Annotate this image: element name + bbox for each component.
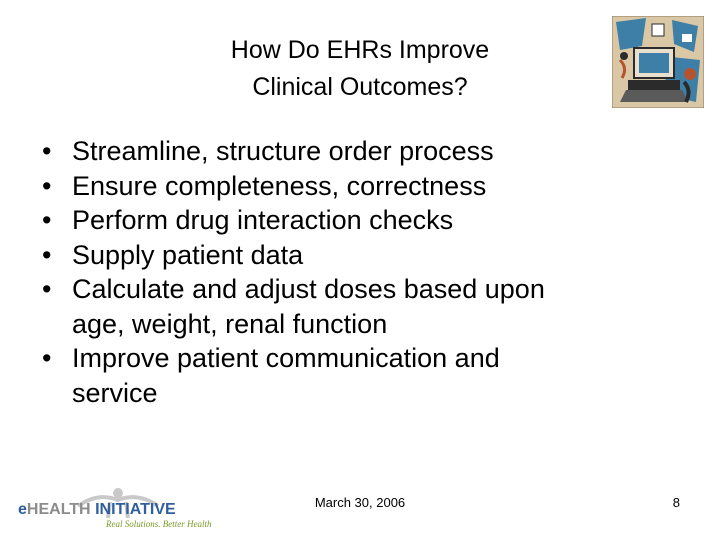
bullet-item bbox=[42, 169, 662, 204]
bullet-text: • Ensure completeness, correctness bbox=[72, 170, 487, 201]
bullet-text-continuation: service bbox=[72, 377, 158, 408]
bullet-text: • Improve patient communication and bbox=[72, 343, 500, 373]
slide-title-line-2: Clinical Outcomes? bbox=[252, 73, 468, 101]
bullet-text-continuation: age, weight, renal function bbox=[72, 308, 388, 339]
bullet-text: • Calculate and adjust doses based upon bbox=[72, 274, 545, 304]
bullet-item bbox=[42, 203, 662, 238]
computer-user-clipart-icon bbox=[612, 16, 704, 108]
bullet-text: • Streamline, structure order process bbox=[72, 136, 494, 166]
bullet-item bbox=[42, 272, 662, 341]
svg-text:eHEALTH INITIATIVE: eHEALTH INITIATIVE bbox=[18, 501, 176, 518]
slide-title bbox=[150, 32, 570, 106]
bullet-list bbox=[42, 134, 662, 410]
bullet-item bbox=[42, 341, 662, 410]
slide-title-line-1: How Do EHRs Improve bbox=[230, 36, 490, 64]
footer-date: March 30, 2006 bbox=[314, 495, 406, 510]
bullet-text: • Supply patient data bbox=[72, 239, 304, 270]
slide-number: 8 bbox=[672, 495, 680, 510]
bullet-text: • Perform drug interaction checks bbox=[72, 205, 454, 235]
bullet-item bbox=[42, 238, 662, 273]
svg-text:Real Solutions. Better Health: Real Solutions. Better Health bbox=[106, 519, 212, 529]
bullet-item bbox=[42, 134, 662, 169]
ehealth-initiative-logo bbox=[18, 486, 228, 530]
